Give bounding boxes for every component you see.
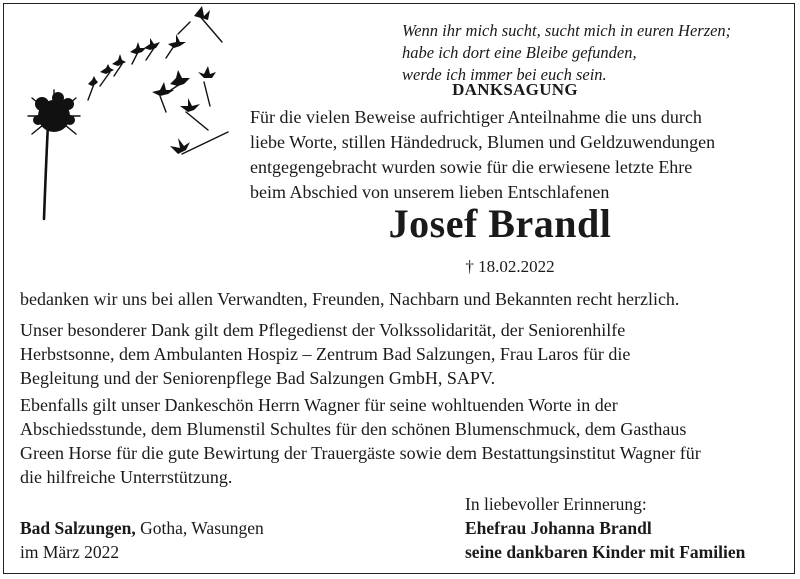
death-date: † 18.02.2022 [465,257,555,276]
place-line [20,516,264,540]
poem-line: habe ich dort eine Bleibe gefunden, [402,43,637,62]
paragraph-line: Ebenfalls gilt unser Dankeschön Herrn Wagner für seine wohltuenden Worte in der [20,395,618,415]
other-places: Gotha, Wasungen [135,518,264,538]
intro-line: entgegengebracht wurden sowie für die erwiesene letzte Ehre [250,157,693,177]
thanks-paragraph-2 [20,318,790,390]
place-and-date [20,516,264,564]
children-line: seine dankbaren Kinder mit Familien [465,542,746,562]
paragraph-line: die hilfreiche Unterrstützung. [20,467,233,487]
paragraph-line: Abschiedsstunde, dem Blumenstil Schultes für den schönen Blumenschmuck, dem Gasthaus [20,419,687,439]
dandelion-icon [18,4,238,222]
closing-signature [465,492,745,564]
deceased-name: Josef Brandl [388,201,612,246]
city-name: Bad Salzungen, [20,518,136,538]
paragraph-line: Unser besonderer Dank gilt dem Pflegedienst der Volkssolidarität, der Seniorenhilfe [20,320,626,340]
intro-line: beim Abschied von unserem lieben Entschlafenen [250,182,610,202]
closing-intro: In liebevoller Erinnerung: [465,494,647,514]
thanks-paragraph-3 [20,393,790,489]
paragraph-line: Herbstsonne, dem Ambulanten Hospiz – Zentrum Bad Salzungen, Frau Laros für die [20,344,631,364]
paragraph-line: Begleitung und der Seniorenpflege Bad Salzungen GmbH, SAPV. [20,368,496,388]
poem-line: werde ich immer bei euch sein. [402,65,607,84]
spouse-name: Ehefrau Johanna Brandl [465,518,652,538]
notice-heading: DANKSAGUNG [452,80,578,99]
thanks-paragraph-1 [20,287,790,311]
memorial-poem [402,20,792,86]
poem-line: Wenn ihr mich sucht, sucht mich in euren Herzen; [402,21,732,40]
notice-date: im März 2022 [20,542,120,562]
paragraph-line: Green Horse für die gute Bewirtung der Trauergäste sowie dem Bestattungsinstitut Wagner für [20,443,701,463]
intro-text [250,105,790,205]
paragraph-line: bedanken wir uns bei allen Verwandten, Freunden, Nachbarn und Bekannten recht herzlich. [20,289,680,309]
intro-line: Für die vielen Beweise aufrichtiger Anteilnahme die uns durch [250,107,702,127]
intro-line: liebe Worte, stillen Händedruck, Blumen und Geldzuwendungen [250,132,716,152]
